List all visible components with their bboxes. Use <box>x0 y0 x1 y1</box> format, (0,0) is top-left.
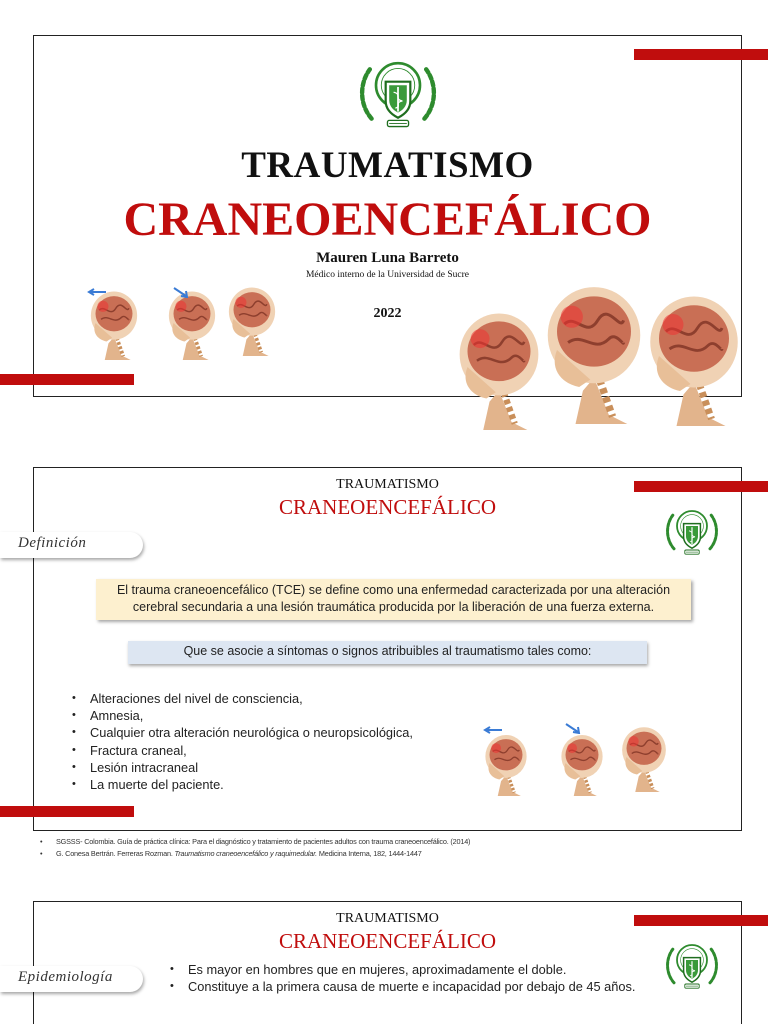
arrow-down-icon <box>172 286 190 298</box>
list-item: • Alteraciones del nivel de consciencia, <box>72 690 492 707</box>
head-impact-illustration <box>222 282 282 356</box>
head-impact-illustration <box>634 286 754 426</box>
list-item: • Lesión intracraneal <box>72 759 492 776</box>
head-impact-illustration <box>470 730 542 796</box>
head-impact-illustration <box>546 730 618 796</box>
title-slide <box>33 35 742 397</box>
definition-line-1: El trauma craneoencefálico (TCE) se define como una enfermedad caracterizada por una alteración <box>116 583 671 597</box>
list-item: • Fractura craneal, <box>72 742 492 759</box>
author-name: Mauren Luna Barreto <box>316 250 459 266</box>
slide-title-line-2: CRANEOENCEFÁLICO <box>278 495 496 519</box>
arrow-left-icon <box>482 726 504 734</box>
arrow-down-icon <box>564 722 582 734</box>
reference-2: • G. Conesa Bertrán. Ferreras Rozman. Traumatismo craneoencefálico y raquimedular. Medicina Interna, 182, 1444-1447 <box>40 848 740 860</box>
accent-bar <box>634 915 768 926</box>
accent-bar <box>634 49 768 60</box>
symptom-list <box>72 690 492 793</box>
epidemiology-list <box>170 961 670 995</box>
definition-line-2: cerebral secundaria a una lesión traumática producida por la liberación de una fuerza externa. <box>132 600 655 614</box>
list-item: • La muerte del paciente. <box>72 776 492 793</box>
subheading-box: Que se asocie a síntomas o signos atribuibles al traumatismo tales como: <box>128 641 647 664</box>
head-impact-illustration <box>616 722 672 792</box>
university-seal-icon <box>354 50 442 138</box>
head-impact-illustration <box>76 286 152 360</box>
slide-title-line-1: TRAUMATISMO <box>336 477 439 492</box>
list-item: • Amnesia, <box>72 707 492 724</box>
accent-bar <box>634 481 768 492</box>
arrow-left-icon <box>86 288 108 296</box>
definition-box <box>96 579 691 620</box>
list-item: • Es mayor en hombres que en mujeres, aproximadamente el doble. <box>170 961 670 978</box>
accent-bar <box>0 374 134 385</box>
slide-title-line-1: TRAUMATISMO <box>336 911 439 926</box>
accent-bar <box>0 806 134 817</box>
university-seal-icon <box>662 502 722 562</box>
head-impact-illustration <box>154 286 230 360</box>
title-line-1: TRAUMATISMO <box>241 145 534 186</box>
slide-title-line-2: CRANEOENCEFÁLICO <box>278 929 496 953</box>
references <box>40 836 740 860</box>
university-seal-icon <box>662 936 722 996</box>
title-line-2: CRANEOENCEFÁLICO <box>123 193 652 246</box>
definition-slide <box>33 467 742 831</box>
list-item: • Constituye a la primera causa de muerte e incapacidad por debajo de 45 años. <box>170 978 670 995</box>
reference-1: • SGSSS- Colombia. Guía de práctica clínica: Para el diagnóstico y tratamiento de pacientes adultos con trauma craneoencefálico. (2014) <box>40 836 740 848</box>
list-item: • Cualquier otra alteración neurológica o neuropsicológica, <box>72 724 492 741</box>
year: 2022 <box>373 306 402 321</box>
author-role: Médico interno de la Universidad de Sucre <box>305 270 470 280</box>
tab-epidemiologia: Epidemiología <box>0 966 143 992</box>
tab-definicion: Definición <box>0 532 143 558</box>
